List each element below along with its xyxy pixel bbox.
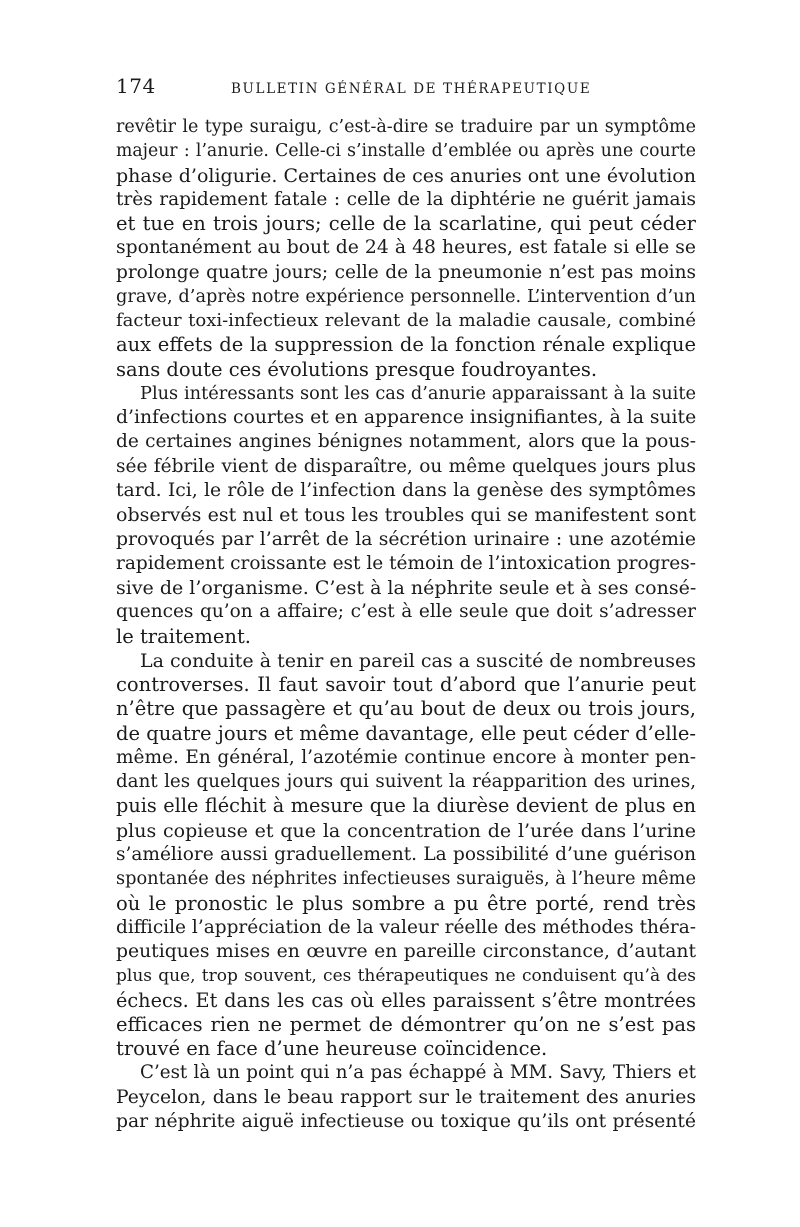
text-line: spontanée des néphrites infectieuses suraiguës, à l’heure même [116,869,696,890]
text-line: quences qu’on a affaire; c’est à elle seule que doit s’adresser [116,601,696,623]
text-line: dant les quelques jours qui suivent la réapparition des urines, [116,771,696,793]
text-line: difficile l’appréciation de la valeur réelle des méthodes théra- [116,916,696,938]
paragraph-start-line: Plus intéressants sont les cas d’anurie apparaissant à la suite [140,383,696,404]
text-line: très rapidement fatale : celle de la diphtérie ne guérit jamais [116,188,696,210]
page-header [116,74,696,104]
text-line: puis elle fléchit à mesure que la diurèse devient de plus en [116,794,696,818]
text-line: rapidement croissante est le témoin de l’intoxication progres- [116,552,696,574]
text-line: trouvé en face d’une heureuse coïncidence. [116,1037,548,1061]
text-line: échecs. Et dans les cas où elles paraissent s’être montrées [116,988,696,1012]
text-line: revêtir le type suraigu, c’est-à-dire se traduire par un symptôme [116,117,696,137]
running-title: BULLETIN GÉNÉRAL DE THÉRAPEUTIQUE [231,81,592,97]
text-line: s’améliore aussi graduellement. La possibilité d’une guérison [116,843,696,865]
text-line: efficaces rien ne permet de démontrer qu’on ne s’est pas [116,1012,696,1036]
text-line: peutiques mises en œuvre en pareille circonstance, d’autant [116,941,696,963]
text-line: le traitement. [116,624,251,648]
text-line: facteur toxi-infectieux relevant de la maladie causale, combiné [116,310,696,332]
text-line: par néphrite aiguë infectieuse ou toxique qu’ils ont présenté [116,1110,696,1132]
paragraph-start-line: C’est là un point qui n’a pas échappé à MM. Savy, Thiers et [140,1062,696,1084]
text-line: où le pronostic le plus sombre a pu être porté, rend très [116,891,696,915]
text-line: Peycelon, dans le beau rapport sur le traitement des anuries [116,1086,696,1108]
text-line: plus copieuse et que la concentration de l’urée dans l’urine [116,819,696,842]
text-line: observés est nul et tous les troubles qui se manifestent sont [116,504,696,527]
paragraph-start-line: La conduite à tenir en pareil cas a suscité de nombreuses [140,649,697,672]
text-line: de quatre jours et même davantage, elle peut céder d’elle- [116,721,696,745]
page-number: 174 [116,74,156,98]
text-line: sans doute ces évolutions presque foudroyantes. [116,357,598,381]
text-line: controverses. Il faut savoir tout d’abord que l’anurie peut [116,673,696,697]
text-line: majeur : l’anurie. Celle-ci s’installe d’emblée ou après une courte [116,141,696,162]
text-line: n’être que passagère et qu’au bout de deux ou trois jours, [116,697,696,721]
text-line: tard. Ici, le rôle de l’infection dans la genèse des symptômes [116,479,696,501]
text-line: et tue en trois jours; celle de la scarlatine, qui peut céder [116,212,696,236]
text-line: phase d’oligurie. Certaines de ces anuries ont une évolution [116,164,696,187]
text-line: sée fébrile vient de disparaître, ou même quelques jours plus [116,455,696,477]
text-line: sive de l’organisme. C’est à la néphrite seule et à ses consé- [116,577,697,600]
text-line: d’infections courtes et en apparence insignifiantes, à la suite [116,407,697,429]
text-line: prolonge quatre jours; celle de la pneumonie n’est pas moins [116,261,696,283]
text-line: même. En général, l’azotémie continue encore à monter pen- [116,746,696,768]
text-line: de certaines angines bénignes notamment, alors que la pous- [116,431,696,453]
text-line: aux effets de la suppression de la fonction rénale explique [116,333,696,357]
text-line: spontanément au bout de 24 à 48 heures, est fatale si elle se [116,237,696,259]
text-line: grave, d’après notre expérience personnelle. L’intervention d’un [116,286,696,307]
text-line: plus que, trop souvent, ces thérapeutiques ne conduisent qu’à des [116,966,696,987]
text-line: provoqués par l’arrêt de la sécrétion urinaire : une azotémie [116,528,696,550]
body-text [116,115,696,1134]
